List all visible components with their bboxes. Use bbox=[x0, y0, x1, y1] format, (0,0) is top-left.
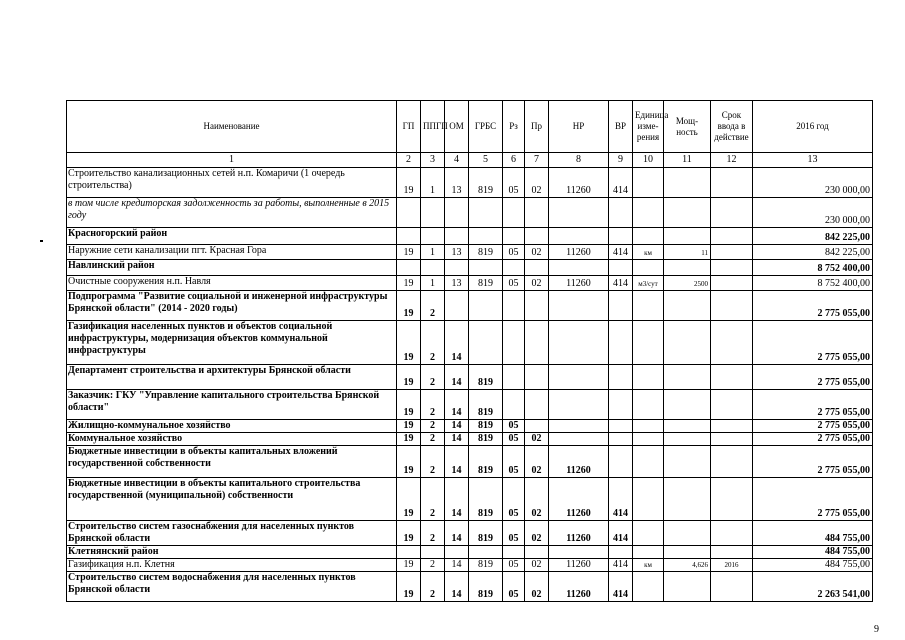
row-rz: 05 bbox=[503, 478, 525, 521]
row-vr bbox=[609, 321, 633, 365]
row-om: 14 bbox=[445, 321, 469, 365]
row-ppgp: 2 bbox=[421, 390, 445, 420]
row-om bbox=[445, 291, 469, 321]
row-ppgp bbox=[421, 198, 445, 228]
row-unit bbox=[633, 260, 664, 276]
row-gp: 19 bbox=[397, 433, 421, 446]
row-amount: 842 225,00 bbox=[753, 228, 873, 245]
row-grbs bbox=[469, 321, 503, 365]
row-ppgp: 1 bbox=[421, 168, 445, 198]
row-term bbox=[711, 291, 753, 321]
row-pr bbox=[525, 321, 549, 365]
row-om: 14 bbox=[445, 478, 469, 521]
table-row bbox=[67, 198, 873, 228]
row-ppgp: 2 bbox=[421, 572, 445, 602]
column-number: 3 bbox=[421, 153, 445, 168]
row-gp bbox=[397, 228, 421, 245]
header-year: 2016 год bbox=[753, 101, 873, 153]
row-rz: 05 bbox=[503, 276, 525, 291]
row-ppgp: 2 bbox=[421, 420, 445, 433]
row-term bbox=[711, 245, 753, 260]
row-name: Департамент строительства и архитектуры Брянской области bbox=[67, 365, 397, 390]
row-name: Клетнянский район bbox=[67, 546, 397, 559]
row-nr bbox=[549, 198, 609, 228]
row-rz: 05 bbox=[503, 559, 525, 572]
row-pr bbox=[525, 260, 549, 276]
row-grbs: 819 bbox=[469, 245, 503, 260]
row-vr bbox=[609, 546, 633, 559]
row-term bbox=[711, 420, 753, 433]
row-gp: 19 bbox=[397, 365, 421, 390]
row-unit bbox=[633, 546, 664, 559]
row-gp: 19 bbox=[397, 572, 421, 602]
row-ppgp: 2 bbox=[421, 559, 445, 572]
row-gp: 19 bbox=[397, 168, 421, 198]
row-vr bbox=[609, 291, 633, 321]
row-grbs bbox=[469, 260, 503, 276]
row-om: 13 bbox=[445, 245, 469, 260]
row-grbs: 819 bbox=[469, 521, 503, 546]
row-nr bbox=[549, 420, 609, 433]
table-row bbox=[67, 228, 873, 245]
row-nr: 11260 bbox=[549, 245, 609, 260]
row-power bbox=[664, 572, 711, 602]
table-row bbox=[67, 365, 873, 390]
row-om: 14 bbox=[445, 572, 469, 602]
row-pr bbox=[525, 546, 549, 559]
row-unit bbox=[633, 521, 664, 546]
row-om bbox=[445, 198, 469, 228]
row-pr bbox=[525, 390, 549, 420]
row-gp bbox=[397, 198, 421, 228]
row-term bbox=[711, 321, 753, 365]
column-number: 8 bbox=[549, 153, 609, 168]
page-number: 9 bbox=[874, 624, 879, 635]
header-name: Наименование bbox=[67, 101, 397, 153]
row-amount: 2 775 055,00 bbox=[753, 433, 873, 446]
column-number: 10 bbox=[633, 153, 664, 168]
row-rz: 05 bbox=[503, 521, 525, 546]
row-power bbox=[664, 433, 711, 446]
row-pr: 02 bbox=[525, 572, 549, 602]
column-number: 11 bbox=[664, 153, 711, 168]
column-number-row bbox=[67, 153, 873, 168]
row-amount: 2 775 055,00 bbox=[753, 478, 873, 521]
row-amount: 2 775 055,00 bbox=[753, 446, 873, 478]
row-ppgp: 2 bbox=[421, 478, 445, 521]
row-amount: 842 225,00 bbox=[753, 245, 873, 260]
row-name: Красногорский район bbox=[67, 228, 397, 245]
header-gp: ГП bbox=[397, 101, 421, 153]
row-grbs bbox=[469, 198, 503, 228]
header-term: Срок ввода в действие bbox=[711, 101, 753, 153]
row-vr bbox=[609, 420, 633, 433]
row-rz bbox=[503, 365, 525, 390]
row-pr: 02 bbox=[525, 245, 549, 260]
row-gp: 19 bbox=[397, 420, 421, 433]
row-amount: 2 263 541,00 bbox=[753, 572, 873, 602]
row-vr: 414 bbox=[609, 521, 633, 546]
row-power: 2500 bbox=[664, 276, 711, 291]
row-ppgp: 2 bbox=[421, 291, 445, 321]
header-ppgp: ППГП bbox=[421, 101, 445, 153]
margin-mark bbox=[40, 240, 43, 242]
row-grbs: 819 bbox=[469, 168, 503, 198]
row-rz: 05 bbox=[503, 245, 525, 260]
row-grbs: 819 bbox=[469, 559, 503, 572]
row-unit: м3/сут bbox=[633, 276, 664, 291]
row-term bbox=[711, 521, 753, 546]
row-rz bbox=[503, 260, 525, 276]
row-om: 14 bbox=[445, 521, 469, 546]
row-vr: 414 bbox=[609, 245, 633, 260]
row-vr bbox=[609, 198, 633, 228]
row-power bbox=[664, 478, 711, 521]
row-rz bbox=[503, 321, 525, 365]
row-name: Подпрограмма "Развитие социальной и инженерной инфраструктуры Брянской области" (2014 - 2020 годы) bbox=[67, 291, 397, 321]
row-vr bbox=[609, 365, 633, 390]
row-rz bbox=[503, 291, 525, 321]
row-grbs: 819 bbox=[469, 572, 503, 602]
row-unit bbox=[633, 390, 664, 420]
row-ppgp bbox=[421, 546, 445, 559]
row-power bbox=[664, 321, 711, 365]
row-nr bbox=[549, 390, 609, 420]
row-pr bbox=[525, 291, 549, 321]
header-om: ОМ bbox=[445, 101, 469, 153]
row-pr bbox=[525, 198, 549, 228]
row-pr: 02 bbox=[525, 446, 549, 478]
row-rz: 05 bbox=[503, 572, 525, 602]
row-amount: 230 000,00 bbox=[753, 168, 873, 198]
table-row bbox=[67, 446, 873, 478]
row-unit bbox=[633, 198, 664, 228]
row-gp: 19 bbox=[397, 446, 421, 478]
column-number: 7 bbox=[525, 153, 549, 168]
row-vr: 414 bbox=[609, 572, 633, 602]
row-pr: 02 bbox=[525, 521, 549, 546]
row-power bbox=[664, 168, 711, 198]
row-nr bbox=[549, 365, 609, 390]
table-row bbox=[67, 478, 873, 521]
row-name: Бюджетные инвестиции в объекты капитального строительства государственной (муниципальной) собственности bbox=[67, 478, 397, 521]
row-om: 14 bbox=[445, 420, 469, 433]
budget-table bbox=[66, 100, 873, 602]
row-gp: 19 bbox=[397, 321, 421, 365]
row-nr: 11260 bbox=[549, 572, 609, 602]
row-nr: 11260 bbox=[549, 276, 609, 291]
row-term bbox=[711, 572, 753, 602]
row-nr: 11260 bbox=[549, 446, 609, 478]
column-number: 6 bbox=[503, 153, 525, 168]
header-pr: Пр bbox=[525, 101, 549, 153]
row-amount: 2 775 055,00 bbox=[753, 420, 873, 433]
row-amount: 484 755,00 bbox=[753, 546, 873, 559]
row-nr: 11260 bbox=[549, 168, 609, 198]
row-name: Газификация н.п. Клетня bbox=[67, 559, 397, 572]
row-name: Заказчик: ГКУ "Управление капитального строительства Брянской области" bbox=[67, 390, 397, 420]
row-vr bbox=[609, 433, 633, 446]
row-amount: 8 752 400,00 bbox=[753, 276, 873, 291]
table-body bbox=[67, 153, 873, 602]
header-rz: Рз bbox=[503, 101, 525, 153]
row-nr: 11260 bbox=[549, 521, 609, 546]
row-unit: км bbox=[633, 245, 664, 260]
row-rz: 05 bbox=[503, 433, 525, 446]
row-unit bbox=[633, 478, 664, 521]
row-term bbox=[711, 390, 753, 420]
row-ppgp: 2 bbox=[421, 433, 445, 446]
column-number: 9 bbox=[609, 153, 633, 168]
row-gp: 19 bbox=[397, 478, 421, 521]
row-term bbox=[711, 276, 753, 291]
row-nr: 11260 bbox=[549, 559, 609, 572]
row-name: Навлинский район bbox=[67, 260, 397, 276]
row-gp: 19 bbox=[397, 291, 421, 321]
table-row bbox=[67, 390, 873, 420]
row-unit bbox=[633, 420, 664, 433]
row-name: Строительство систем газоснабжения для населенных пунктов Брянской области bbox=[67, 521, 397, 546]
row-pr bbox=[525, 365, 549, 390]
row-vr: 414 bbox=[609, 276, 633, 291]
row-gp: 19 bbox=[397, 559, 421, 572]
row-om: 14 bbox=[445, 365, 469, 390]
row-gp: 19 bbox=[397, 521, 421, 546]
row-ppgp: 2 bbox=[421, 321, 445, 365]
row-name: Коммунальное хозяйство bbox=[67, 433, 397, 446]
row-nr bbox=[549, 260, 609, 276]
row-grbs bbox=[469, 291, 503, 321]
row-power bbox=[664, 198, 711, 228]
table-row bbox=[67, 291, 873, 321]
row-term bbox=[711, 433, 753, 446]
row-ppgp bbox=[421, 260, 445, 276]
header-power: Мощ-ность bbox=[664, 101, 711, 153]
row-term bbox=[711, 228, 753, 245]
row-gp bbox=[397, 260, 421, 276]
row-name: Наружние сети канализации пгт. Красная Гора bbox=[67, 245, 397, 260]
row-pr bbox=[525, 228, 549, 245]
table-row bbox=[67, 321, 873, 365]
row-pr: 02 bbox=[525, 433, 549, 446]
table-row bbox=[67, 245, 873, 260]
row-grbs: 819 bbox=[469, 478, 503, 521]
row-power bbox=[664, 291, 711, 321]
row-name: в том числе кредиторская задолженность за работы, выполненные в 2015 году bbox=[67, 198, 397, 228]
row-power bbox=[664, 260, 711, 276]
table-row bbox=[67, 559, 873, 572]
row-om: 14 bbox=[445, 446, 469, 478]
table-row bbox=[67, 168, 873, 198]
row-nr bbox=[549, 546, 609, 559]
row-amount: 230 000,00 bbox=[753, 198, 873, 228]
row-grbs: 819 bbox=[469, 433, 503, 446]
column-number: 13 bbox=[753, 153, 873, 168]
row-term bbox=[711, 546, 753, 559]
row-name: Очистные сооружения н.п. Навля bbox=[67, 276, 397, 291]
row-name: Газификация населенных пунктов и объектов социальной инфраструктуры, модернизация объектов коммунальной инфраструктуры bbox=[67, 321, 397, 365]
row-om bbox=[445, 260, 469, 276]
table-row bbox=[67, 521, 873, 546]
row-grbs: 819 bbox=[469, 390, 503, 420]
row-name: Жилищно-коммунальное хозяйство bbox=[67, 420, 397, 433]
row-grbs bbox=[469, 228, 503, 245]
column-number: 2 bbox=[397, 153, 421, 168]
row-nr bbox=[549, 291, 609, 321]
row-rz bbox=[503, 198, 525, 228]
row-amount: 484 755,00 bbox=[753, 521, 873, 546]
row-ppgp bbox=[421, 228, 445, 245]
row-term bbox=[711, 365, 753, 390]
row-grbs: 819 bbox=[469, 446, 503, 478]
header-vr: ВР bbox=[609, 101, 633, 153]
row-amount: 484 755,00 bbox=[753, 559, 873, 572]
header-row bbox=[67, 101, 873, 153]
row-amount: 2 775 055,00 bbox=[753, 291, 873, 321]
row-grbs bbox=[469, 546, 503, 559]
row-term bbox=[711, 260, 753, 276]
row-amount: 8 752 400,00 bbox=[753, 260, 873, 276]
row-power bbox=[664, 446, 711, 478]
row-unit bbox=[633, 572, 664, 602]
row-term: 2016 bbox=[711, 559, 753, 572]
row-gp bbox=[397, 546, 421, 559]
row-ppgp: 2 bbox=[421, 521, 445, 546]
row-nr bbox=[549, 321, 609, 365]
header-nr: НР bbox=[549, 101, 609, 153]
column-number: 1 bbox=[67, 153, 397, 168]
row-vr: 414 bbox=[609, 478, 633, 521]
row-om: 13 bbox=[445, 276, 469, 291]
row-unit bbox=[633, 365, 664, 390]
column-number: 5 bbox=[469, 153, 503, 168]
row-ppgp: 2 bbox=[421, 446, 445, 478]
row-rz bbox=[503, 390, 525, 420]
row-ppgp: 1 bbox=[421, 276, 445, 291]
header-unit: Единица изме-рения bbox=[633, 101, 664, 153]
row-term bbox=[711, 446, 753, 478]
row-power bbox=[664, 546, 711, 559]
row-grbs: 819 bbox=[469, 276, 503, 291]
row-grbs: 819 bbox=[469, 420, 503, 433]
row-unit bbox=[633, 446, 664, 478]
row-gp: 19 bbox=[397, 390, 421, 420]
row-vr bbox=[609, 260, 633, 276]
row-rz bbox=[503, 546, 525, 559]
row-vr: 414 bbox=[609, 559, 633, 572]
row-power bbox=[664, 228, 711, 245]
row-om: 13 bbox=[445, 168, 469, 198]
row-gp: 19 bbox=[397, 245, 421, 260]
row-ppgp: 2 bbox=[421, 365, 445, 390]
row-vr: 414 bbox=[609, 168, 633, 198]
table-row bbox=[67, 572, 873, 602]
table-row bbox=[67, 276, 873, 291]
row-pr: 02 bbox=[525, 276, 549, 291]
row-vr bbox=[609, 446, 633, 478]
row-rz: 05 bbox=[503, 446, 525, 478]
row-name: Бюджетные инвестиции в объекты капитальных вложений государственной собственности bbox=[67, 446, 397, 478]
row-om: 14 bbox=[445, 433, 469, 446]
row-nr bbox=[549, 433, 609, 446]
table-row bbox=[67, 546, 873, 559]
row-om bbox=[445, 546, 469, 559]
row-power bbox=[664, 521, 711, 546]
table-row bbox=[67, 420, 873, 433]
row-pr bbox=[525, 420, 549, 433]
row-pr: 02 bbox=[525, 168, 549, 198]
row-amount: 2 775 055,00 bbox=[753, 321, 873, 365]
row-power: 11 bbox=[664, 245, 711, 260]
row-unit: км bbox=[633, 559, 664, 572]
table-row bbox=[67, 433, 873, 446]
row-unit bbox=[633, 291, 664, 321]
row-gp: 19 bbox=[397, 276, 421, 291]
row-name: Строительство канализационных сетей н.п. Комаричи (1 очередь строительства) bbox=[67, 168, 397, 198]
row-grbs: 819 bbox=[469, 365, 503, 390]
row-pr: 02 bbox=[525, 559, 549, 572]
row-term bbox=[711, 478, 753, 521]
row-term bbox=[711, 198, 753, 228]
row-vr bbox=[609, 228, 633, 245]
row-unit bbox=[633, 433, 664, 446]
row-power bbox=[664, 390, 711, 420]
row-amount: 2 775 055,00 bbox=[753, 365, 873, 390]
row-vr bbox=[609, 390, 633, 420]
row-power: 4,626 bbox=[664, 559, 711, 572]
column-number: 4 bbox=[445, 153, 469, 168]
row-ppgp: 1 bbox=[421, 245, 445, 260]
row-name: Строительство систем водоснабжения для населенных пунктов Брянской области bbox=[67, 572, 397, 602]
row-power bbox=[664, 420, 711, 433]
row-om: 14 bbox=[445, 559, 469, 572]
row-amount: 2 775 055,00 bbox=[753, 390, 873, 420]
row-nr: 11260 bbox=[549, 478, 609, 521]
row-om: 14 bbox=[445, 390, 469, 420]
table-row bbox=[67, 260, 873, 276]
row-rz: 05 bbox=[503, 168, 525, 198]
header-grbs: ГРБС bbox=[469, 101, 503, 153]
row-unit bbox=[633, 228, 664, 245]
row-nr bbox=[549, 228, 609, 245]
row-unit bbox=[633, 168, 664, 198]
row-rz bbox=[503, 228, 525, 245]
row-term bbox=[711, 168, 753, 198]
column-number: 12 bbox=[711, 153, 753, 168]
row-unit bbox=[633, 321, 664, 365]
row-pr: 02 bbox=[525, 478, 549, 521]
row-power bbox=[664, 365, 711, 390]
row-rz: 05 bbox=[503, 420, 525, 433]
row-om bbox=[445, 228, 469, 245]
